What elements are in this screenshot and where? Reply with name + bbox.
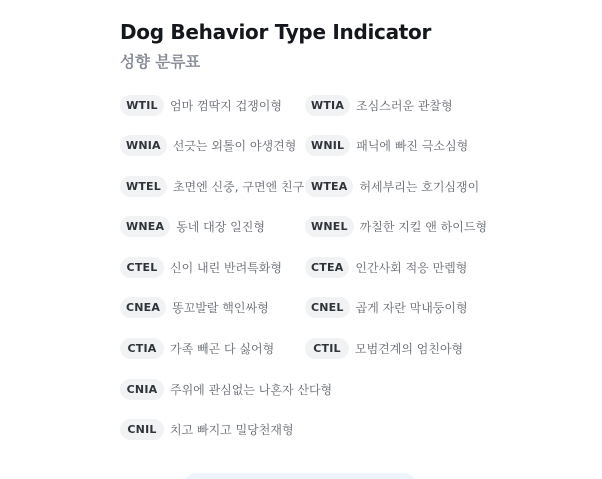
page-title: Dog Behavior Type Indicator <box>120 20 432 44</box>
type-description: 조심스러운 관찰형 <box>356 98 453 113</box>
type-code-badge: WTEA <box>305 176 353 197</box>
page-subtitle: 성향 분류표 <box>120 53 201 71</box>
type-code-badge: CTIA <box>120 338 164 359</box>
type-description: 패닉에 빠진 극소심형 <box>356 139 469 154</box>
type-item-empty <box>305 378 585 400</box>
type-item-wtil <box>120 94 305 116</box>
type-description: 가족 빼곤 다 싫어형 <box>170 342 275 357</box>
type-code-badge: WNEA <box>120 216 170 237</box>
type-item-wnel <box>305 216 585 238</box>
type-description: 초면엔 신중, 구면엔 친구 <box>172 179 305 194</box>
type-item-cnea <box>120 297 305 319</box>
type-code-badge: CNIA <box>120 379 164 400</box>
type-code-badge: CNEA <box>120 297 166 318</box>
type-item-cnia <box>120 378 333 400</box>
type-item-cnil <box>120 419 305 441</box>
type-description: 선긋는 외톨이 야생견형 <box>172 139 297 154</box>
type-code-badge: WTIA <box>305 95 350 116</box>
type-description: 인간사회 적응 만렙형 <box>355 260 468 275</box>
type-description: 신이 내린 반려특화형 <box>170 260 282 275</box>
type-description: 엄마 껌딱지 겁쟁이형 <box>170 98 282 113</box>
type-code-badge: CNIL <box>120 419 164 440</box>
type-item-ctil <box>305 338 585 360</box>
type-description: 곱게 자란 막내둥이형 <box>355 301 468 316</box>
type-item-wtel <box>120 175 305 197</box>
type-code-badge: WNEL <box>305 216 354 237</box>
type-item-ctel <box>120 256 305 278</box>
type-code-badge: WNIL <box>305 135 350 156</box>
type-description: 똥꼬발랄 핵인싸형 <box>172 301 269 316</box>
type-code-badge: WTIL <box>120 95 164 116</box>
type-code-badge: WTEL <box>120 176 167 197</box>
type-description: 모범견계의 엄친아형 <box>355 342 464 357</box>
type-code-badge: CTEA <box>305 257 349 278</box>
type-code-badge: CNEL <box>305 297 350 318</box>
type-code-badge: CTEL <box>120 257 164 278</box>
type-description: 치고 빠지고 밀당천재형 <box>170 423 294 438</box>
type-code-badge: CTIL <box>305 338 349 359</box>
type-description: 까칠한 지킬 앤 하이드형 <box>359 220 488 235</box>
type-description: 허세부리는 호기심쟁이 <box>359 179 480 194</box>
type-item-cnel <box>305 297 585 319</box>
type-description: 주위에 관심없는 나혼자 산다형 <box>170 382 333 397</box>
type-list <box>120 94 590 459</box>
type-item-wnea <box>120 216 305 238</box>
type-item-ctia <box>120 338 305 360</box>
type-item-wtia <box>305 94 585 116</box>
type-item-ctea <box>305 256 585 278</box>
type-code-badge: WNIA <box>120 135 167 156</box>
type-item-wtea <box>305 175 585 197</box>
type-item-wnil <box>305 135 585 157</box>
type-description: 동네 대장 일진형 <box>176 220 265 235</box>
type-item-wnia <box>120 135 305 157</box>
bottom-action-button[interactable] <box>184 473 416 479</box>
